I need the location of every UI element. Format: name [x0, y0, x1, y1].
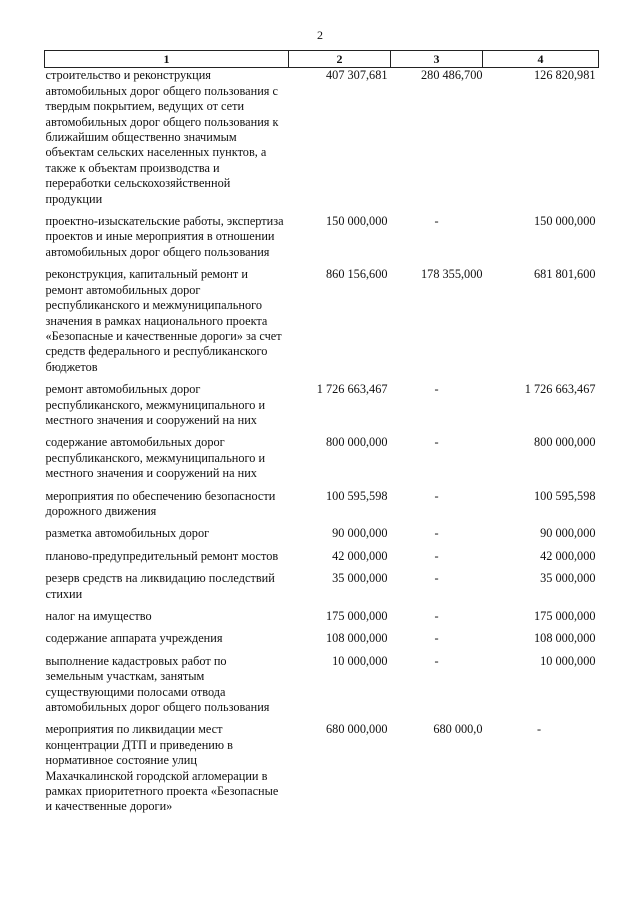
table-row: [45, 214, 599, 267]
page-number: 2: [317, 28, 323, 42]
table-row: [45, 631, 599, 653]
table-row: [45, 609, 599, 631]
row-col3: -: [434, 488, 439, 503]
row-col2: 175 000,000: [326, 609, 388, 623]
row-col3: -: [434, 382, 439, 397]
row-name: мероприятия по ликвидации мест концентрации ДТП и приведению в нормативное состояние улиц Махачкалинской городской агломерации в рамках приоритетного проекта «Безопасные и качественные дороги»: [45, 722, 279, 814]
table-body: [45, 68, 599, 822]
row-col3: -: [434, 435, 439, 450]
row-name: проектно-изыскательские работы, экспертиза проектов и иные мероприятия в отношении автомобильных дорог общего пользования: [45, 214, 284, 259]
row-col3: -: [434, 653, 439, 668]
table-row: [45, 526, 599, 548]
row-name: содержание аппарата учреждения: [45, 631, 223, 646]
table-row: [45, 68, 599, 214]
row-col4: 126 820,981: [534, 68, 596, 83]
header-row: [45, 51, 599, 68]
table-row: [45, 489, 599, 527]
row-col4: 150 000,000: [534, 214, 596, 229]
row-col2: 100 595,598: [326, 488, 388, 503]
row-col2: 407 307,681: [326, 68, 388, 83]
row-col3: -: [434, 631, 439, 646]
header-col-3: 3: [391, 51, 483, 68]
row-col3: -: [434, 571, 439, 586]
row-col4: 800 000,000: [534, 435, 596, 450]
row-col2: 860 156,600: [326, 267, 388, 282]
row-name: выполнение кадастровых работ по земельным участкам, занятым существующими полосами отвода автомобильных дорог общего пользования: [45, 653, 270, 715]
row-name: реконструкция, капитальный ремонт и ремонт автомобильных дорог республиканского и межмуниципального значения в рамках национального проекта «Безопасные и качественные дороги» за счет средств федерального и республиканского бюджетов: [45, 267, 282, 374]
row-col3: -: [434, 214, 439, 229]
row-col2: 42 000,000: [332, 548, 388, 563]
row-name: строительство и реконструкция автомобильных дорог общего пользования с твердым покрытием, ведущих от сети автомобильных дорог общего пользования к ближайшим общественно значимым объектам сельских населенных пунктов, а также к объектам производства и переработки сельскохозяйственной продукции: [45, 68, 279, 206]
row-col2: 108 000,000: [326, 631, 388, 646]
row-col4: 10 000,000: [540, 653, 596, 668]
row-col3: -: [434, 609, 439, 623]
row-col4: 108 000,000: [534, 631, 596, 646]
table-row: [45, 267, 599, 382]
header-col-2: 2: [289, 51, 391, 68]
row-name: разметка автомобильных дорог: [45, 526, 210, 541]
row-col3: 178 355,000: [421, 267, 483, 282]
row-col3: 280 486,700: [421, 68, 483, 83]
table-row: [45, 654, 599, 723]
row-name: содержание автомобильных дорог республиканского, межмуниципального и местного значения и сооружений на них: [45, 435, 266, 481]
row-col3: -: [434, 526, 439, 541]
table-row: [45, 571, 599, 609]
table-row: [45, 722, 599, 821]
row-col4: 1 726 663,467: [524, 382, 596, 397]
row-col2: 680 000,000: [326, 722, 388, 737]
row-col4: 42 000,000: [540, 548, 596, 563]
row-col4: 100 595,598: [534, 488, 596, 503]
row-col3: -: [434, 548, 439, 563]
budget-table: [44, 50, 599, 822]
row-col3: 680 000,0: [433, 722, 483, 737]
row-name: мероприятия по обеспечению безопасности дорожного движения: [45, 488, 276, 518]
table-row: [45, 382, 599, 435]
row-col4: 681 801,600: [534, 267, 596, 282]
row-name: ремонт автомобильных дорог республиканского, межмуниципального и местного значения и сооружений на них: [45, 382, 266, 427]
row-name: планово-предупредительный ремонт мостов: [45, 548, 279, 563]
row-col2: 90 000,000: [332, 526, 388, 541]
header-col-4: 4: [483, 51, 599, 68]
table-row: [45, 435, 599, 488]
table-row: [45, 549, 599, 571]
row-col4: -: [536, 722, 542, 737]
row-col4: 175 000,000: [534, 609, 596, 623]
row-col2: 800 000,000: [326, 435, 388, 450]
table-header: [45, 51, 599, 68]
row-name: резерв средств на ликвидацию последствий стихии: [45, 571, 275, 601]
row-col2: 150 000,000: [326, 214, 388, 229]
row-col4: 35 000,000: [540, 571, 596, 586]
header-col-1: 1: [45, 51, 289, 68]
row-name: налог на имущество: [45, 609, 152, 623]
row-col2: 10 000,000: [332, 653, 388, 668]
row-col2: 35 000,000: [332, 571, 388, 586]
row-col4: 90 000,000: [540, 526, 596, 541]
row-col2: 1 726 663,467: [316, 382, 388, 397]
